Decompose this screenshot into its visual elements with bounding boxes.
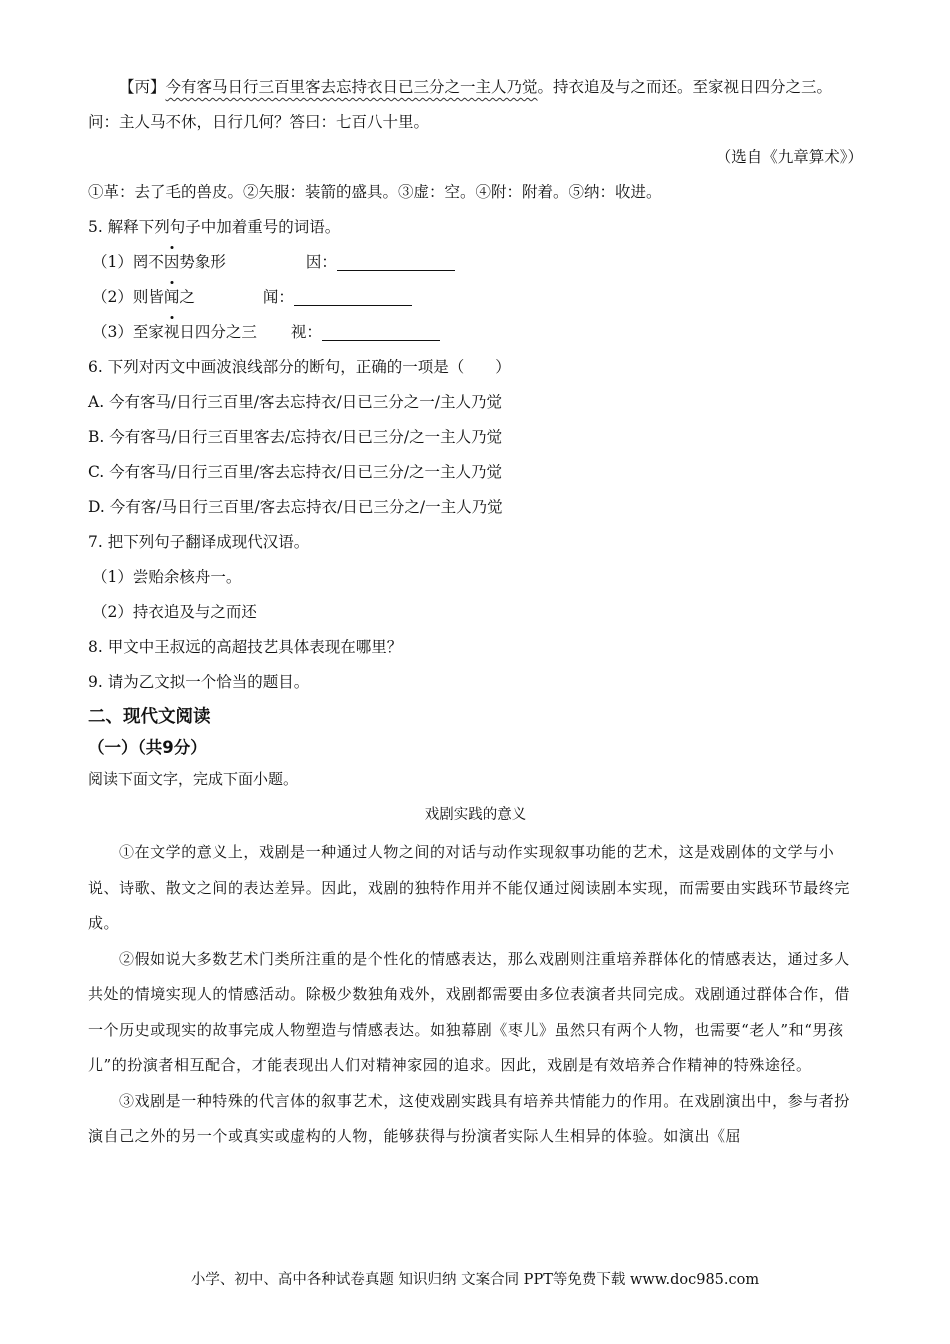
q6-option-c[interactable]: C. 今有客马/日行三百里/客去忘持衣/日已三分/之一主人乃觉 bbox=[88, 463, 503, 481]
section-title: 二、现代文阅读 bbox=[88, 707, 211, 727]
q5-answer-blank-2[interactable] bbox=[294, 287, 412, 306]
q7-stem: 7. 把下列句子翻译成现代汉语。 bbox=[88, 533, 310, 551]
q5-item-2-pre: 则皆 bbox=[132, 288, 164, 306]
page-footer: 小学、初中、高中各种试卷真题 知识归纳 文案合同 PPT等免费下载 www.doc985.com bbox=[190, 1272, 760, 1288]
exam-page bbox=[88, 70, 863, 1155]
q5-item-1-post: 势象形 bbox=[179, 253, 226, 271]
article-title: 戏剧实践的意义 bbox=[424, 807, 527, 823]
q5-item-1-pre: 罔不 bbox=[132, 253, 164, 271]
q5-item-2-post: 之 bbox=[179, 288, 195, 306]
q5-item-3-post: 日四分之三 bbox=[179, 323, 257, 341]
q5-item-3-label: 视： bbox=[290, 323, 322, 341]
q5-item-3-key: 视 bbox=[164, 315, 180, 350]
q5-stem: 5. 解释下列句子中加着重号的词语。 bbox=[88, 218, 341, 236]
q5-item-2-key: 闻 bbox=[164, 280, 180, 315]
bing-passage bbox=[88, 70, 863, 140]
bing-source: （选自《九章算术》） bbox=[715, 148, 863, 166]
q5-item-2-num: （2） bbox=[92, 288, 133, 306]
q5-item-3-num: （3） bbox=[92, 323, 133, 341]
q5-answer-blank-1[interactable] bbox=[337, 252, 455, 271]
q5-item-3-pre: 至家 bbox=[132, 323, 164, 341]
q5-item-1-label: 因： bbox=[305, 253, 337, 271]
annotations: ①革：去了毛的兽皮。②矢服：装箭的盛具。③虚：空。④附：附着。⑤纳：收进。 bbox=[88, 183, 662, 201]
q5-item-1-key: 因 bbox=[164, 245, 180, 280]
article-paragraph-3: ③戏剧是一种特殊的代言体的叙事艺术，这使戏剧实践具有培养共情能力的作用。在戏剧演出中，参与者扮演自己之外的另一个或真实或虚构的人物，能够获得与扮演者实际人生相异的体验。如演出《屈 bbox=[88, 1091, 850, 1145]
q5-item-2 bbox=[88, 280, 863, 315]
q5-item-1-num: （1） bbox=[92, 253, 133, 271]
q9-stem: 9. 请为乙文拟一个恰当的题目。 bbox=[88, 673, 310, 691]
q7-item-1: （1）尝贻余核舟一。 bbox=[92, 568, 242, 586]
q7-item-2: （2）持衣追及与之而还 bbox=[92, 603, 257, 621]
q6-stem: 6. 下列对丙文中画波浪线部分的断句，正确的一项是（ ） bbox=[88, 358, 511, 376]
q6-option-b[interactable]: B. 今有客马/日行三百里客去/忘持衣/日已三分/之一主人乃觉 bbox=[88, 428, 503, 446]
bing-wavy-text: 今有客马日行三百里客去忘持衣日已三分之一主人乃觉 bbox=[165, 78, 538, 96]
bing-rest: 。持衣追及与之而还。至家视日四分之三。问：主人马不休，日行几何？答曰：七百八十里。 bbox=[88, 78, 833, 131]
q5-item-3 bbox=[88, 315, 863, 350]
q5-item-1 bbox=[88, 245, 863, 280]
section-subtitle: （一）（共9分） bbox=[88, 738, 207, 757]
reading-instruction: 阅读下面文字，完成下面小题。 bbox=[88, 770, 299, 788]
q5-answer-blank-3[interactable] bbox=[322, 322, 440, 341]
q5-item-2-label: 闻： bbox=[262, 288, 294, 306]
q8-stem: 8. 甲文中王叔远的高超技艺具体表现在哪里？ bbox=[88, 638, 403, 656]
q6-option-a[interactable]: A. 今有客马/日行三百里/客去忘持衣/日已三分之一/主人乃觉 bbox=[88, 393, 502, 411]
bing-tag: 【丙】 bbox=[119, 78, 166, 96]
q6-option-d[interactable]: D. 今有客/马日行三百里/客去忘持衣/日已三分之/一主人乃觉 bbox=[88, 498, 503, 516]
article-paragraph-2: ②假如说大多数艺术门类所注重的是个性化的情感表达，那么戏剧则注重培养群体化的情感表达，通过多人共处的情境实现人的情感活动。除极少数独角戏外，戏剧都需要由多位表演者共同完成。戏剧通过群体合作，借一个历史或现实的故事完成人物塑造与情感表达。如独幕剧《枣儿》虽然只有两个人物，也需要“老人”和“男孩儿”的扮演者相互配合，才能表现出人们对精神家园的追求。因此，戏剧是有效培养合作精神的特殊途径。 bbox=[88, 949, 850, 1074]
article-paragraph-1: ①在文学的意义上，戏剧是一种通过人物之间的对话与动作实现叙事功能的艺术，这是戏剧体的文学与小说、诗歌、散文之间的表达差异。因此，戏剧的独特作用并不能仅通过阅读剧本实现，而需要由实践环节最终完成。 bbox=[88, 843, 850, 932]
